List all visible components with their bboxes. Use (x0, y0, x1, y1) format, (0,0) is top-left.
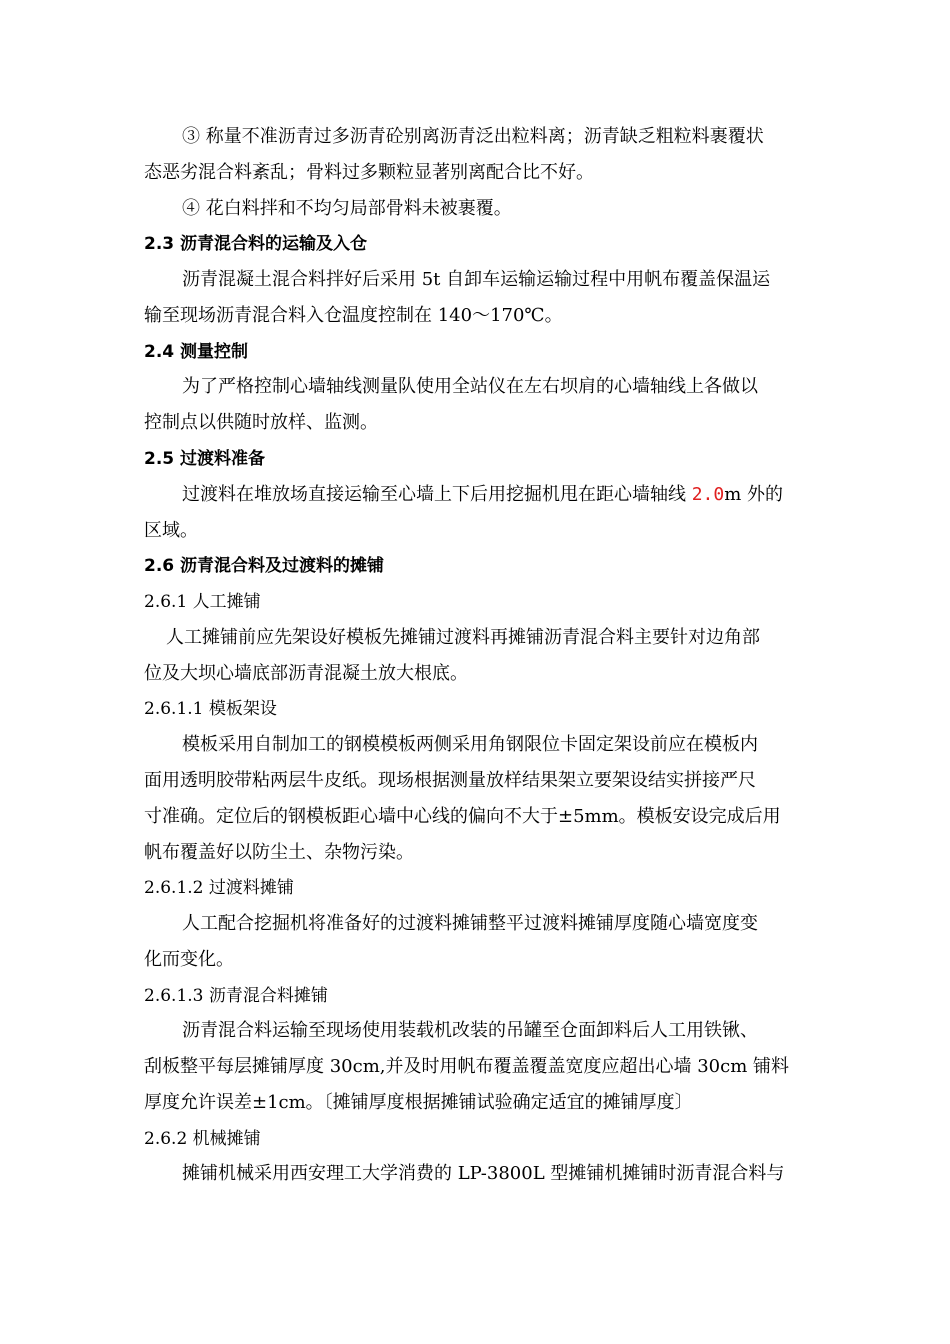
subsection-heading: 2.6.2 机械摊铺 (144, 1129, 261, 1149)
paragraph-line: 模板采用自制加工的钢模模板两侧采用角钢限位卡固定架设前应在模板内 (182, 734, 758, 755)
paragraph-line (182, 483, 783, 507)
paragraph-line: 人工配合挖掘机将准备好的过渡料摊铺整平过渡料摊铺厚度随心墙宽度变 (182, 913, 758, 934)
paragraph-line: 输至现场沥青混合料入仓温度控制在 140～170℃。 (144, 305, 563, 326)
paragraph-line: 沥青混合料运输至现场使用装载机改装的吊罐至仓面卸料后人工用铁锹、 (182, 1020, 758, 1041)
paragraph-line: 控制点以供随时放样、监测。 (144, 412, 378, 433)
paragraph-line: 沥青混凝土混合料拌好后采用 5t 自卸车运输运输过程中用帆布覆盖保温运 (182, 269, 771, 290)
line-text: m 外的 (724, 484, 784, 505)
paragraph-line: ④ 花白料拌和不均匀局部骨料未被裹覆。 (182, 198, 512, 219)
paragraph-line: 面用透明胶带粘两层牛皮纸。现场根据测量放样结果架立要架设结实拼接严尺 (144, 770, 756, 791)
section-heading: 2.4 测量控制 (144, 342, 249, 362)
subsection-heading: 2.6.1 人工摊铺 (144, 592, 261, 612)
paragraph-line: ③ 称量不准沥青过多沥青砼别离沥青泛出粒料离；沥青缺乏粗粒料裹覆状 (182, 126, 764, 147)
section-heading: 2.3 沥青混合料的运输及入仓 (144, 234, 368, 254)
paragraph-line: 寸准确。定位后的钢模板距心墙中心线的偏向不大于±5mm。模板安设完成后用 (144, 806, 781, 827)
paragraph-line: 摊铺机械采用西安理工大学消费的 LP-3800L 型摊铺机摊铺时沥青混合料与 (182, 1163, 785, 1184)
subsection-heading: 2.6.1.3 沥青混合料摊铺 (144, 986, 328, 1006)
section-heading: 2.6 沥青混合料及过渡料的摊铺 (144, 556, 385, 576)
subsection-heading: 2.6.1.2 过渡料摊铺 (144, 878, 294, 898)
paragraph-line: 区域。 (144, 520, 198, 541)
paragraph-line: 厚度允许误差±1cm。〔摊铺厚度根据摊铺试验确定适宜的摊铺厚度〕 (144, 1092, 693, 1113)
paragraph-line: 为了严格控制心墙轴线测量队使用全站仪在左右坝肩的心墙轴线上各做以 (182, 376, 758, 397)
line-text: 过渡料在堆放场直接运输至心墙上下后用挖掘机甩在距心墙轴线 (182, 484, 692, 505)
highlighted-value: 2.0 (691, 484, 725, 505)
paragraph-line: 化而变化。 (144, 949, 234, 970)
subsection-heading: 2.6.1.1 模板架设 (144, 699, 277, 719)
paragraph-line: 人工摊铺前应先架设好模板先摊铺过渡料再摊铺沥青混合料主要针对边角部 (166, 627, 760, 648)
section-heading: 2.5 过渡料准备 (144, 449, 266, 469)
paragraph-line: 帆布覆盖好以防尘土、杂物污染。 (144, 842, 414, 863)
paragraph-line: 态恶劣混合料紊乱；骨料过多颗粒显著别离配合比不好。 (144, 162, 594, 183)
paragraph-line: 位及大坝心墙底部沥青混凝土放大根底。 (144, 663, 468, 684)
paragraph-line: 刮板整平每层摊铺厚度 30cm,并及时用帆布覆盖覆盖宽度应超出心墙 30cm 铺料 (144, 1056, 789, 1077)
